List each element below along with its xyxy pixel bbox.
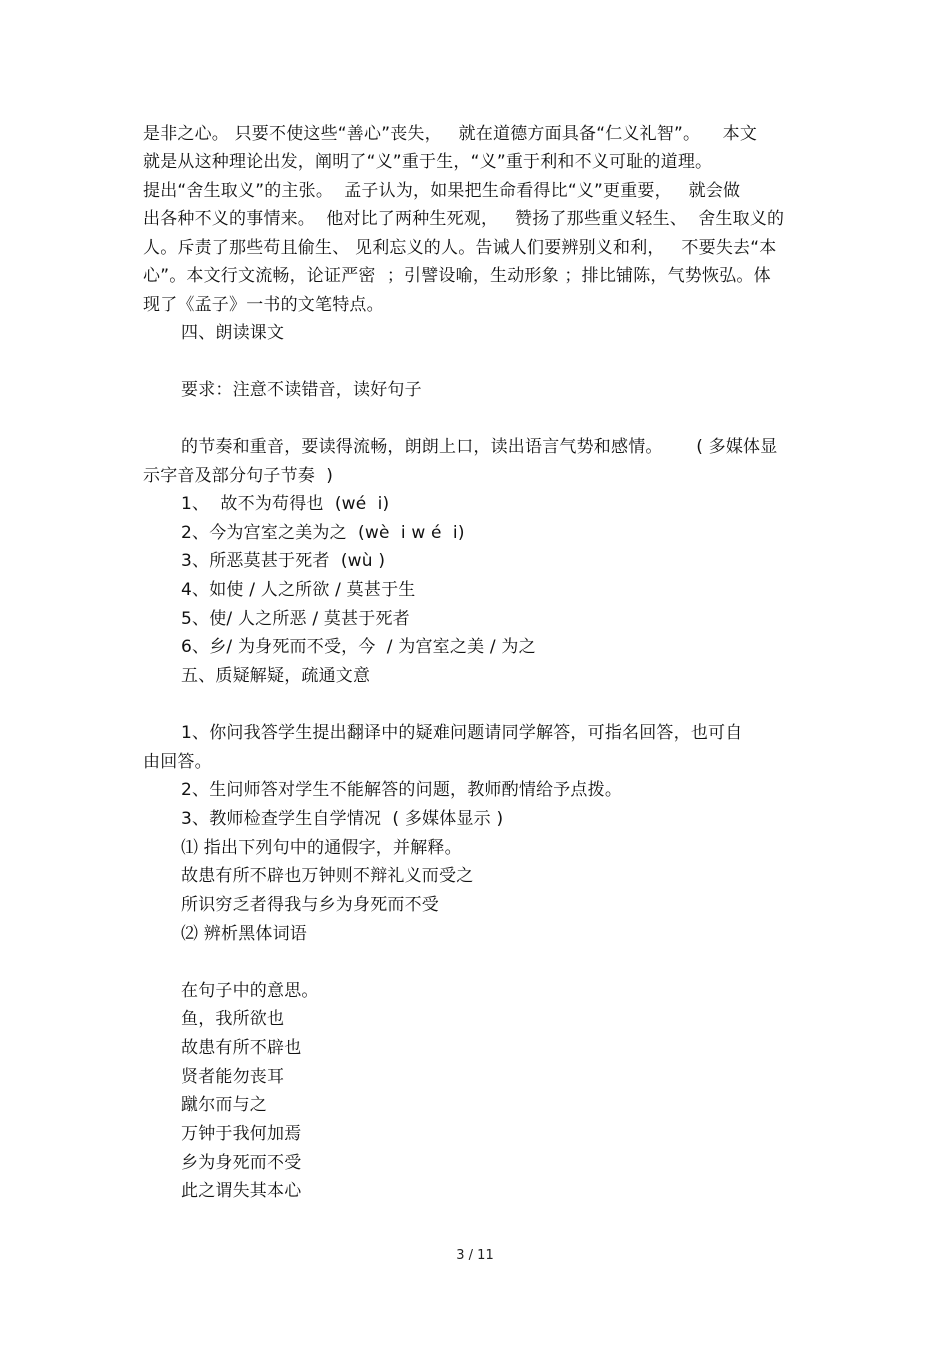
list-item: 3、教师检查学生自学情况 ( 多媒体显示 ) <box>181 809 504 829</box>
body-line: 要求：注意不读错音，读好句子 <box>181 380 422 400</box>
body-line: 提出“舍生取义”的主张。 孟子认为，如果把生命看得比“义”更重要， 就会做 <box>143 181 741 201</box>
example-sentence: 万钟于我何加焉 <box>181 1124 302 1144</box>
list-item: 5、使/ 人之所恶 / 莫甚于死者 <box>181 609 410 629</box>
example-sentence: 此之谓失其本心 <box>181 1181 302 1201</box>
body-line: 人。斥责了那些苟且偷生、 见利忘义的人。告诫人们要辨别义和利， 不要失去“本 <box>143 238 777 258</box>
body-line: 现了《孟子》一书的文笔特点。 <box>143 295 384 315</box>
body-line: 心”。本文行文流畅，论证严密 ；引譬设喻，生动形象 ；排比铺陈，气势恢弘。体 <box>143 266 771 286</box>
list-item: 1、 故不为苟得也 (wé i) <box>181 494 390 514</box>
list-item: 1、你问我答学生提出翻译中的疑难问题请同学解答，可指名回答，也可自 <box>181 723 743 743</box>
example-sentence: 蹴尔而与之 <box>181 1095 267 1115</box>
sub-item: ⑴ 指出下列句中的通假字，并解释。 <box>181 838 462 858</box>
body-line: 出各种不义的事情来。 他对比了两种生死观， 赞扬了那些重义轻生、 舍生取义的 <box>143 209 785 229</box>
example-sentence: 贤者能勿丧耳 <box>181 1067 285 1087</box>
example-sentence: 所识穷乏者得我与乡为身死而不受 <box>181 895 439 915</box>
list-item: 6、乡/ 为身死而不受，今 / 为宫室之美 / 为之 <box>181 637 536 657</box>
body-line: 在句子中的意思。 <box>181 981 319 1001</box>
page-number: 3 / 11 <box>456 1248 494 1263</box>
section-heading: 五、质疑解疑，疏通文意 <box>181 666 371 686</box>
body-line: 示字音及部分句子节奏 ) <box>143 466 334 486</box>
list-item: 2、生问师答对学生不能解答的问题，教师酌情给予点拨。 <box>181 780 623 800</box>
body-line: 的节奏和重音，要读得流畅，朗朗上口，读出语言气势和感情。 ( 多媒体显 <box>181 437 778 457</box>
example-sentence: 乡为身死而不受 <box>181 1153 302 1173</box>
body-line: 就是从这种理论出发，阐明了“义”重于生，“义”重于利和不义可耻的道理。 <box>143 152 713 172</box>
sub-item: ⑵ 辨析黑体词语 <box>181 924 308 944</box>
list-item: 4、如使 / 人之所欲 / 莫甚于生 <box>181 580 416 600</box>
example-sentence: 故患有所不辟也万钟则不辩礼义而受之 <box>181 866 474 886</box>
example-sentence: 鱼，我所欲也 <box>181 1009 285 1029</box>
body-line: 是非之心。 只要不使这些“善心”丧失， 就在道德方面具备“仁义礼智”。 本文 <box>143 124 758 144</box>
body-line: 由回答。 <box>143 752 212 772</box>
list-item: 3、所恶莫甚于死者 (wù ) <box>181 551 386 571</box>
example-sentence: 故患有所不辟也 <box>181 1038 302 1058</box>
list-item: 2、今为宫室之美为之 (wè i w é i) <box>181 523 465 543</box>
section-heading: 四、朗读课文 <box>181 323 285 343</box>
